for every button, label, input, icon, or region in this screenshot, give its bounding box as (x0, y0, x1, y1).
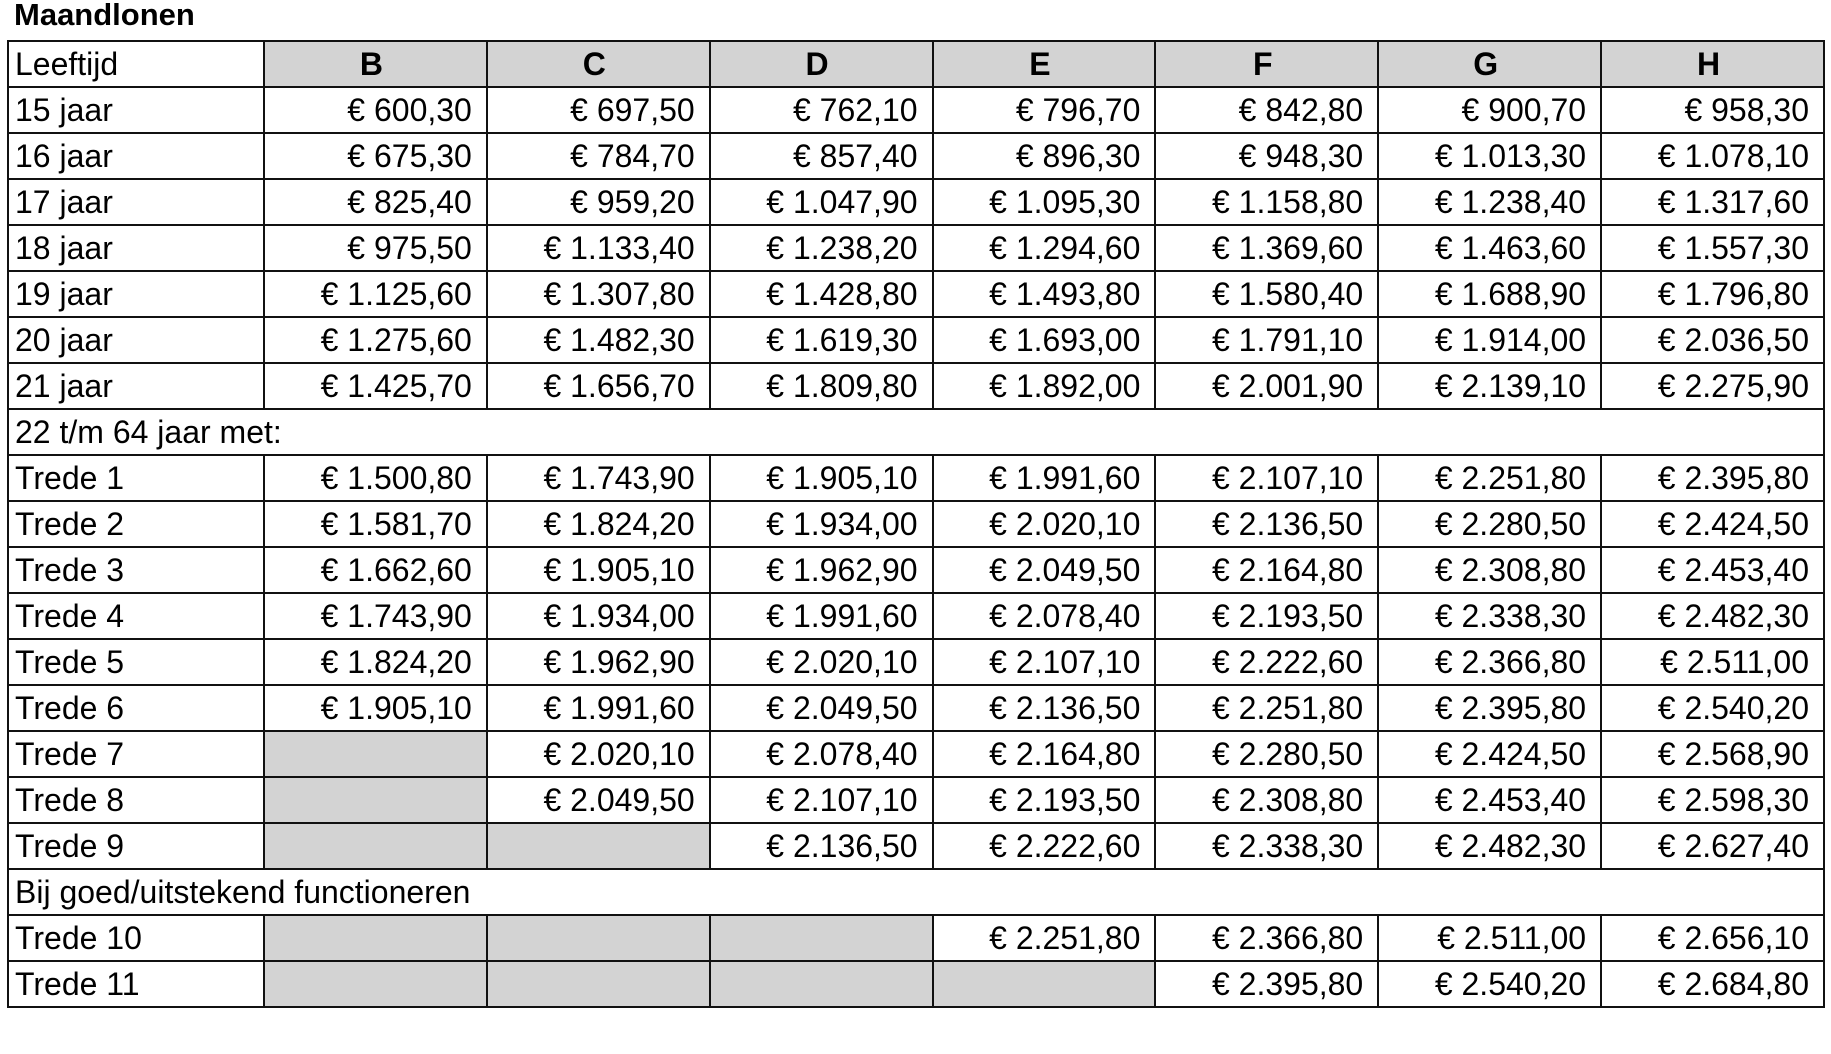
salary-cell: € 762,10 (710, 87, 933, 133)
salary-cell: € 2.164,80 (1155, 547, 1378, 593)
salary-cell: € 1.824,20 (487, 501, 710, 547)
column-header-d: D (710, 41, 933, 87)
salary-cell: € 1.905,10 (264, 685, 487, 731)
row-label: Trede 8 (8, 777, 264, 823)
column-header-f: F (1155, 41, 1378, 87)
salary-cell: € 2.395,80 (1378, 685, 1601, 731)
row-label: Trede 1 (8, 455, 264, 501)
salary-cell: € 1.662,60 (264, 547, 487, 593)
empty-cell (487, 823, 710, 869)
salary-cell: € 2.193,50 (933, 777, 1156, 823)
salary-cell: € 2.627,40 (1601, 823, 1824, 869)
salary-cell: € 2.395,80 (1155, 961, 1378, 1007)
salary-cell: € 2.164,80 (933, 731, 1156, 777)
salary-cell: € 2.453,40 (1378, 777, 1601, 823)
table-row (8, 685, 1824, 731)
salary-cell: € 1.991,60 (487, 685, 710, 731)
salary-cell: € 2.338,30 (1155, 823, 1378, 869)
salary-cell: € 2.136,50 (933, 685, 1156, 731)
empty-cell (264, 915, 487, 961)
salary-cell: € 1.581,70 (264, 501, 487, 547)
salary-cell: € 2.275,90 (1601, 363, 1824, 409)
empty-cell (264, 731, 487, 777)
salary-cell: € 1.133,40 (487, 225, 710, 271)
salary-cell: € 1.275,60 (264, 317, 487, 363)
section-label: 22 t/m 64 jaar met: (8, 409, 1824, 455)
table-row (8, 547, 1824, 593)
salary-cell: € 2.049,50 (487, 777, 710, 823)
salary-cell: € 2.540,20 (1378, 961, 1601, 1007)
salary-cell: € 2.598,30 (1601, 777, 1824, 823)
column-header-h: H (1601, 41, 1824, 87)
salary-cell: € 2.107,10 (710, 777, 933, 823)
row-label: 20 jaar (8, 317, 264, 363)
row-label: Trede 5 (8, 639, 264, 685)
salary-cell: € 784,70 (487, 133, 710, 179)
salary-cell: € 2.222,60 (1155, 639, 1378, 685)
column-header-b: B (264, 41, 487, 87)
salary-cell: € 1.905,10 (710, 455, 933, 501)
empty-cell (264, 961, 487, 1007)
salary-cell: € 2.395,80 (1601, 455, 1824, 501)
salary-cell: € 1.078,10 (1601, 133, 1824, 179)
column-header-e: E (933, 41, 1156, 87)
salary-cell: € 975,50 (264, 225, 487, 271)
table-row (8, 225, 1824, 271)
salary-cell: € 2.107,10 (933, 639, 1156, 685)
section-row (8, 409, 1824, 455)
salary-cell: € 1.619,30 (710, 317, 933, 363)
salary-cell: € 1.425,70 (264, 363, 487, 409)
salary-cell: € 857,40 (710, 133, 933, 179)
salary-cell: € 2.511,00 (1601, 639, 1824, 685)
salary-cell: € 2.049,50 (933, 547, 1156, 593)
row-label: Trede 4 (8, 593, 264, 639)
salary-cell: € 1.307,80 (487, 271, 710, 317)
salary-cell: € 2.482,30 (1601, 593, 1824, 639)
row-label: 16 jaar (8, 133, 264, 179)
salary-cell: € 1.809,80 (710, 363, 933, 409)
table-row (8, 271, 1824, 317)
table-row (8, 179, 1824, 225)
row-label: Trede 2 (8, 501, 264, 547)
salary-cell: € 2.136,50 (1155, 501, 1378, 547)
header-row (8, 41, 1824, 87)
salary-cell: € 2.036,50 (1601, 317, 1824, 363)
salary-cell: € 2.251,80 (933, 915, 1156, 961)
salary-cell: € 2.511,00 (1378, 915, 1601, 961)
table-row (8, 87, 1824, 133)
salary-cell: € 2.540,20 (1601, 685, 1824, 731)
salary-cell: € 1.482,30 (487, 317, 710, 363)
salary-cell: € 1.991,60 (933, 455, 1156, 501)
salary-cell: € 2.424,50 (1378, 731, 1601, 777)
salary-cell: € 1.905,10 (487, 547, 710, 593)
salary-cell: € 2.222,60 (933, 823, 1156, 869)
empty-cell (487, 961, 710, 1007)
table-row (8, 133, 1824, 179)
salary-cell: € 2.280,50 (1378, 501, 1601, 547)
salary-cell: € 1.914,00 (1378, 317, 1601, 363)
salary-cell: € 2.020,10 (933, 501, 1156, 547)
salary-cell: € 2.078,40 (933, 593, 1156, 639)
row-label: Trede 11 (8, 961, 264, 1007)
salary-cell: € 2.482,30 (1378, 823, 1601, 869)
table-row (8, 961, 1824, 1007)
salary-cell: € 1.095,30 (933, 179, 1156, 225)
table-row (8, 317, 1824, 363)
salary-cell: € 1.962,90 (710, 547, 933, 593)
salary-cell: € 1.743,90 (264, 593, 487, 639)
row-label: Trede 3 (8, 547, 264, 593)
row-label: Trede 7 (8, 731, 264, 777)
table-row (8, 639, 1824, 685)
salary-cell: € 2.251,80 (1155, 685, 1378, 731)
salary-cell: € 2.568,90 (1601, 731, 1824, 777)
salary-cell: € 948,30 (1155, 133, 1378, 179)
salary-cell: € 1.158,80 (1155, 179, 1378, 225)
salary-table (7, 40, 1825, 1008)
salary-cell: € 1.125,60 (264, 271, 487, 317)
row-label: Trede 6 (8, 685, 264, 731)
salary-cell: € 2.308,80 (1378, 547, 1601, 593)
salary-cell: € 2.193,50 (1155, 593, 1378, 639)
salary-cell: € 2.366,80 (1155, 915, 1378, 961)
salary-cell: € 1.428,80 (710, 271, 933, 317)
salary-cell: € 1.688,90 (1378, 271, 1601, 317)
salary-cell: € 796,70 (933, 87, 1156, 133)
salary-cell: € 825,40 (264, 179, 487, 225)
salary-cell: € 600,30 (264, 87, 487, 133)
table-row (8, 731, 1824, 777)
section-row (8, 869, 1824, 915)
salary-cell: € 2.251,80 (1378, 455, 1601, 501)
salary-cell: € 1.791,10 (1155, 317, 1378, 363)
salary-cell: € 1.463,60 (1378, 225, 1601, 271)
table-row (8, 455, 1824, 501)
empty-cell (933, 961, 1156, 1007)
row-label: Trede 9 (8, 823, 264, 869)
salary-cell: € 2.366,80 (1378, 639, 1601, 685)
salary-cell: € 1.294,60 (933, 225, 1156, 271)
salary-cell: € 697,50 (487, 87, 710, 133)
salary-cell: € 2.684,80 (1601, 961, 1824, 1007)
salary-cell: € 1.580,40 (1155, 271, 1378, 317)
salary-cell: € 2.049,50 (710, 685, 933, 731)
salary-cell: € 1.656,70 (487, 363, 710, 409)
table-row (8, 593, 1824, 639)
salary-cell: € 2.078,40 (710, 731, 933, 777)
salary-cell: € 1.796,80 (1601, 271, 1824, 317)
salary-cell: € 900,70 (1378, 87, 1601, 133)
salary-cell: € 2.656,10 (1601, 915, 1824, 961)
salary-cell: € 896,30 (933, 133, 1156, 179)
salary-cell: € 1.991,60 (710, 593, 933, 639)
salary-cell: € 1.557,30 (1601, 225, 1824, 271)
salary-cell: € 1.934,00 (487, 593, 710, 639)
salary-cell: € 2.424,50 (1601, 501, 1824, 547)
salary-cell: € 1.934,00 (710, 501, 933, 547)
page-title: Maandlonen (14, 0, 195, 32)
salary-cell: € 1.047,90 (710, 179, 933, 225)
row-label: 17 jaar (8, 179, 264, 225)
salary-cell: € 1.824,20 (264, 639, 487, 685)
salary-cell: € 959,20 (487, 179, 710, 225)
empty-cell (264, 823, 487, 869)
table-row (8, 501, 1824, 547)
salary-cell: € 2.020,10 (487, 731, 710, 777)
row-label: 18 jaar (8, 225, 264, 271)
table-row (8, 777, 1824, 823)
salary-cell: € 1.693,00 (933, 317, 1156, 363)
table-row (8, 823, 1824, 869)
salary-cell: € 2.020,10 (710, 639, 933, 685)
salary-cell: € 1.493,80 (933, 271, 1156, 317)
column-header-g: G (1378, 41, 1601, 87)
row-label: 19 jaar (8, 271, 264, 317)
table-row (8, 363, 1824, 409)
empty-cell (710, 915, 933, 961)
section-label: Bij goed/uitstekend functioneren (8, 869, 1824, 915)
salary-cell: € 2.280,50 (1155, 731, 1378, 777)
empty-cell (264, 777, 487, 823)
row-label: Trede 10 (8, 915, 264, 961)
salary-cell: € 1.317,60 (1601, 179, 1824, 225)
salary-cell: € 2.139,10 (1378, 363, 1601, 409)
salary-cell: € 2.136,50 (710, 823, 933, 869)
row-label: 15 jaar (8, 87, 264, 133)
row-label: 21 jaar (8, 363, 264, 409)
salary-cell: € 958,30 (1601, 87, 1824, 133)
salary-cell: € 2.107,10 (1155, 455, 1378, 501)
salary-cell: € 675,30 (264, 133, 487, 179)
salary-cell: € 1.238,40 (1378, 179, 1601, 225)
column-header-c: C (487, 41, 710, 87)
salary-cell: € 1.962,90 (487, 639, 710, 685)
salary-cell: € 1.238,20 (710, 225, 933, 271)
empty-cell (710, 961, 933, 1007)
column-header-leeftijd: Leeftijd (8, 41, 264, 87)
salary-cell: € 1.743,90 (487, 455, 710, 501)
salary-cell: € 1.500,80 (264, 455, 487, 501)
salary-cell: € 1.013,30 (1378, 133, 1601, 179)
empty-cell (487, 915, 710, 961)
salary-cell: € 1.369,60 (1155, 225, 1378, 271)
salary-cell: € 842,80 (1155, 87, 1378, 133)
salary-cell: € 1.892,00 (933, 363, 1156, 409)
table-row (8, 915, 1824, 961)
salary-cell: € 2.308,80 (1155, 777, 1378, 823)
salary-cell: € 2.453,40 (1601, 547, 1824, 593)
salary-cell: € 2.338,30 (1378, 593, 1601, 639)
salary-cell: € 2.001,90 (1155, 363, 1378, 409)
